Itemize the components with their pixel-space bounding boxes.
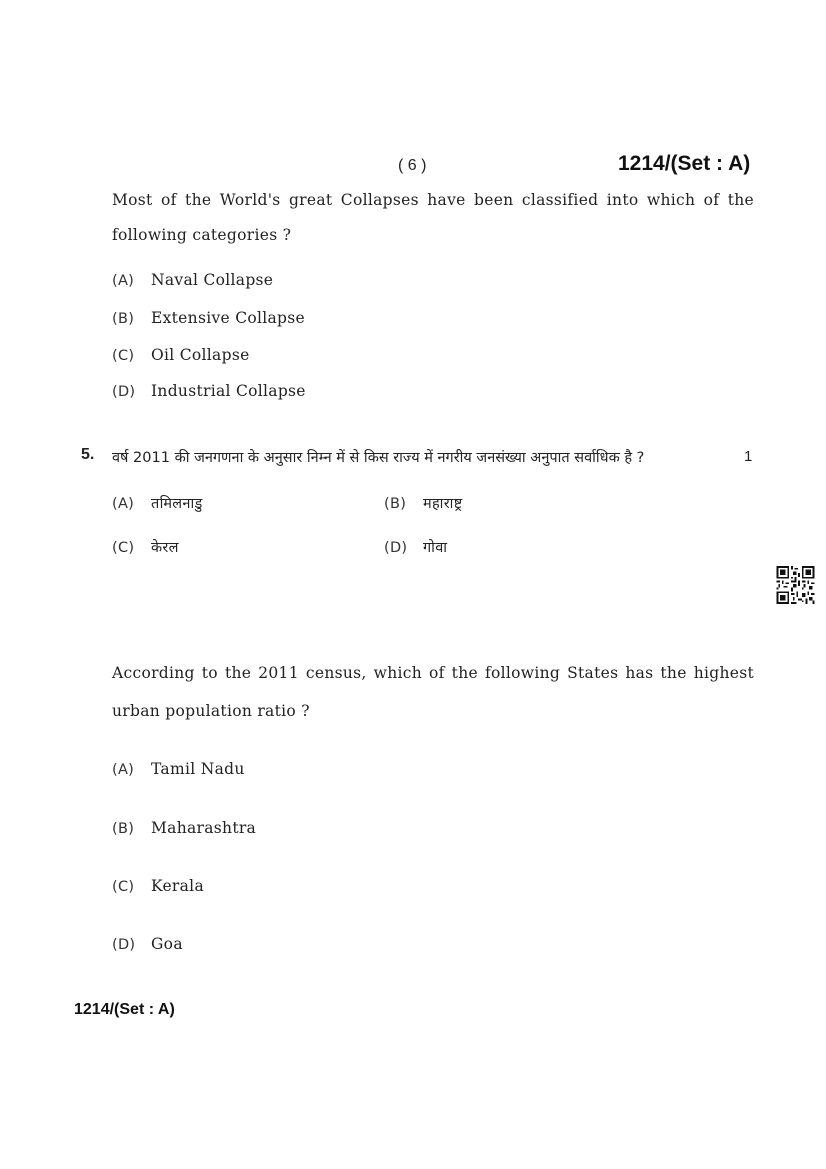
option-label: (D) — [384, 540, 408, 556]
option-label: (A) — [112, 496, 135, 512]
option-text: Tamil Nadu — [151, 760, 245, 778]
option-label: (C) — [112, 348, 135, 364]
option-text: महाराष्ट्र — [423, 496, 463, 512]
paper-code-footer: 1214/(Set : A) — [74, 1001, 175, 1018]
q4-option-a — [112, 271, 273, 289]
option-label: (B) — [384, 496, 407, 512]
q5-english-text-line1: According to the 2011 census, which of the following States has the highest — [112, 664, 754, 682]
option-label: (D) — [112, 384, 136, 400]
option-text: Maharashtra — [151, 819, 257, 837]
option-text: Kerala — [151, 877, 204, 895]
q5-hindi-text: वर्ष 2011 की जनगणना के अनुसार निम्न में से किस राज्य में नगरीय जनसंख्या अनुपात सर्वाधिक है ? — [112, 450, 645, 466]
option-text: Goa — [151, 935, 183, 953]
option-label: (B) — [112, 311, 135, 327]
option-text: केरल — [151, 540, 179, 556]
q5-english-option-d — [112, 935, 183, 953]
q5-hindi-option-c — [112, 537, 179, 557]
q5-hindi-option-b — [384, 493, 462, 513]
q5-english-option-b — [112, 819, 256, 837]
option-label: (C) — [112, 879, 135, 895]
qr-code-icon — [776, 566, 815, 604]
q5-number: 5. — [81, 446, 95, 463]
page-number: ( 6 ) — [398, 157, 427, 174]
option-label: (D) — [112, 937, 136, 953]
q4-option-d — [112, 382, 306, 400]
q4-option-b — [112, 309, 305, 327]
q4-text-line2: following categories ? — [112, 226, 292, 244]
q5-hindi-option-a — [112, 493, 203, 513]
option-text: तमिलनाडु — [151, 496, 203, 512]
option-text: Naval Collapse — [151, 271, 274, 289]
q4-option-c — [112, 346, 250, 364]
option-text: Industrial Collapse — [151, 382, 306, 400]
option-text: गोवा — [423, 540, 448, 556]
q5-hindi-option-d — [384, 537, 447, 557]
option-label: (C) — [112, 540, 135, 556]
option-text: Extensive Collapse — [151, 309, 306, 327]
q5-english-option-c — [112, 877, 204, 895]
q5-english-text-line2: urban population ratio ? — [112, 702, 310, 720]
paper-code-header: 1214/(Set : A) — [618, 152, 751, 175]
option-text: Oil Collapse — [151, 346, 250, 364]
option-label: (A) — [112, 273, 135, 289]
option-label: (B) — [112, 821, 135, 837]
q4-text-line1: Most of the World's great Collapses have been classified into which of the — [112, 191, 754, 209]
q5-marks: 1 — [744, 448, 753, 465]
q5-english-option-a — [112, 760, 245, 778]
option-label: (A) — [112, 762, 135, 778]
